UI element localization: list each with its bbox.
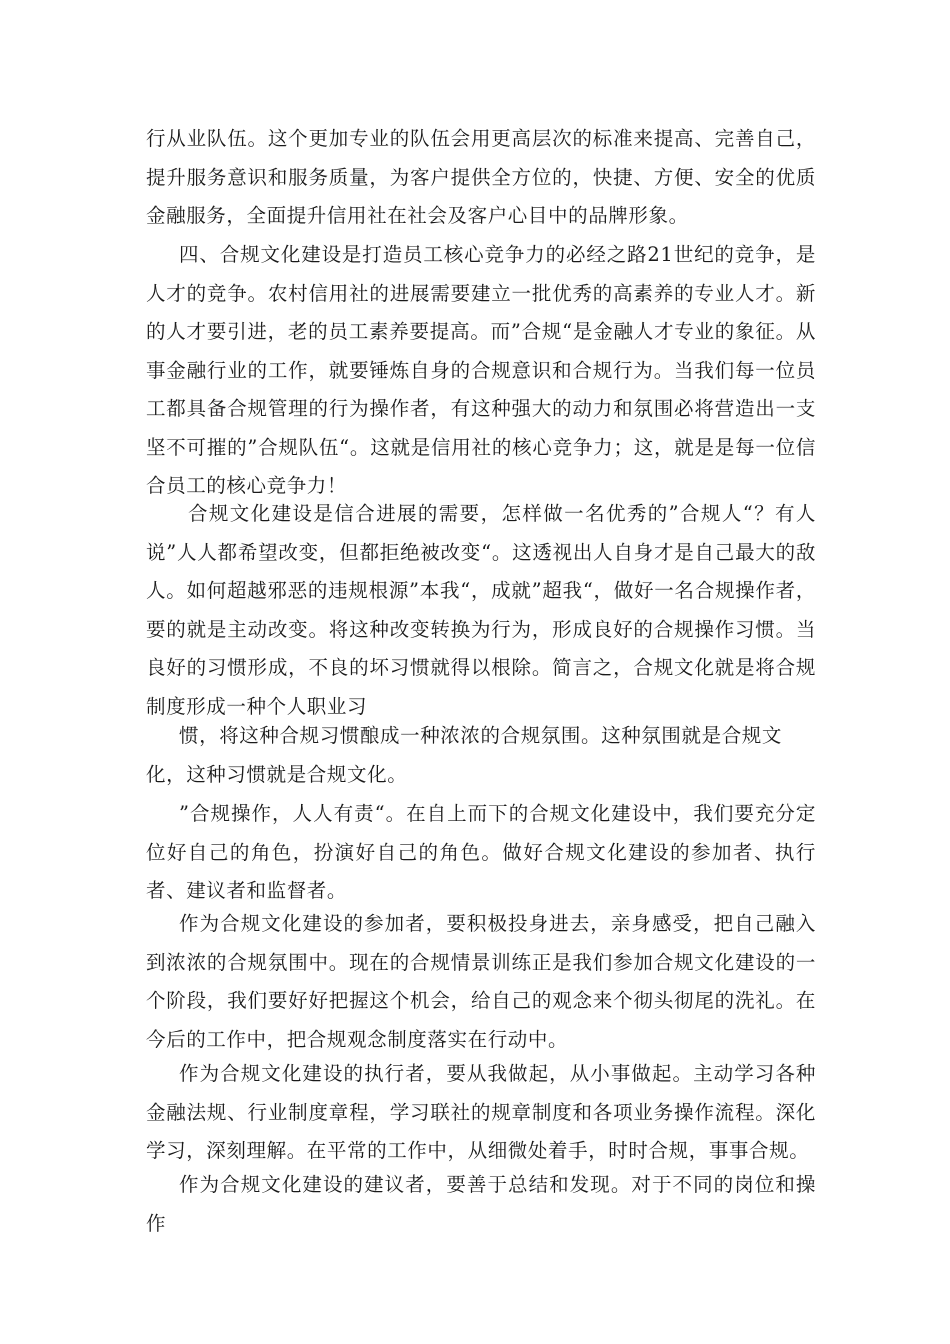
paragraph-habit: 惯，将这种合规习惯酿成一种浓浓的合规氛围。这种氛围就是合规文化，这种习惯就是合规文化。: [146, 724, 783, 786]
paragraph-compliance-person: 合规文化建设是信合进展的需要，怎样做一名优秀的”合规人“？有人说”人人都希望改变，但都拒绝被改变“。这透视出人自身才是自己最大的敌人。如何超越邪恶的违规根源”本我“，成就”超我“，做好一名合规操作者，要的就是主动改变。将这种改变转换为行为，形成良好的合规操作习惯。当良好的习惯形成，不良的坏习惯就得以根除。简言之，合规文化就是将合规制度形成一种个人职业习: [146, 502, 816, 718]
paragraph-executor: 作为合规文化建设的执行者，要从我做起，从小事做起。主动学习各种金融法规、行业制度章程，学习联社的规章制度和各项业务操作流程。深化学习，深刻理解。在平常的工作中，从细微处着手，时时合规，事事合规。: [146, 1062, 816, 1162]
paragraph-responsibility: ”合规操作，人人有责“。在自上而下的合规文化建设中，我们要充分定位好自己的角色，扮演好自己的角色。做好合规文化建设的参加者、执行者、建议者和监督者。: [146, 802, 816, 902]
paragraph-advisor: 作为合规文化建设的建议者，要善于总结和发现。对于不同的岗位和操作: [146, 1173, 816, 1235]
paragraph-continuation: 行从业队伍。这个更加专业的队伍会用更高层次的标准来提高、完善自己，提升服务意识和服务质量，为客户提供全方位的，快捷、方便、安全的优质金融服务，全面提升信用社在社会及客户心目中的品牌形象。: [146, 127, 816, 227]
paragraph-participant: 作为合规文化建设的参加者，要积极投身进去，亲身感受，把自己融入到浓浓的合规氛围中。现在的合规情景训练正是我们参加合规文化建设的一个阶段，我们要好好把握这个机会，给自己的观念来个彻头彻尾的洗礼。在今后的工作中，把合规观念制度落实在行动中。: [146, 912, 816, 1051]
paragraph-section-four: 四、合规文化建设是打造员工核心竞争力的必经之路21世纪的竞争，是人才的竞争。农村信用社的进展需要建立一批优秀的高素养的专业人才。新的人才要引进，老的员工素养要提高。而”合规“是金融人才专业的象征。从事金融行业的工作，就要锤炼自身的合规意识和合规行为。当我们每一位员工都具备合规管理的行为操作者，有这种强大的动力和氛围必将营造出一支坚不可摧的”合规队伍“。这就是信用社的核心竞争力；这，就是是每一位信合员工的核心竞争力！: [146, 243, 816, 497]
